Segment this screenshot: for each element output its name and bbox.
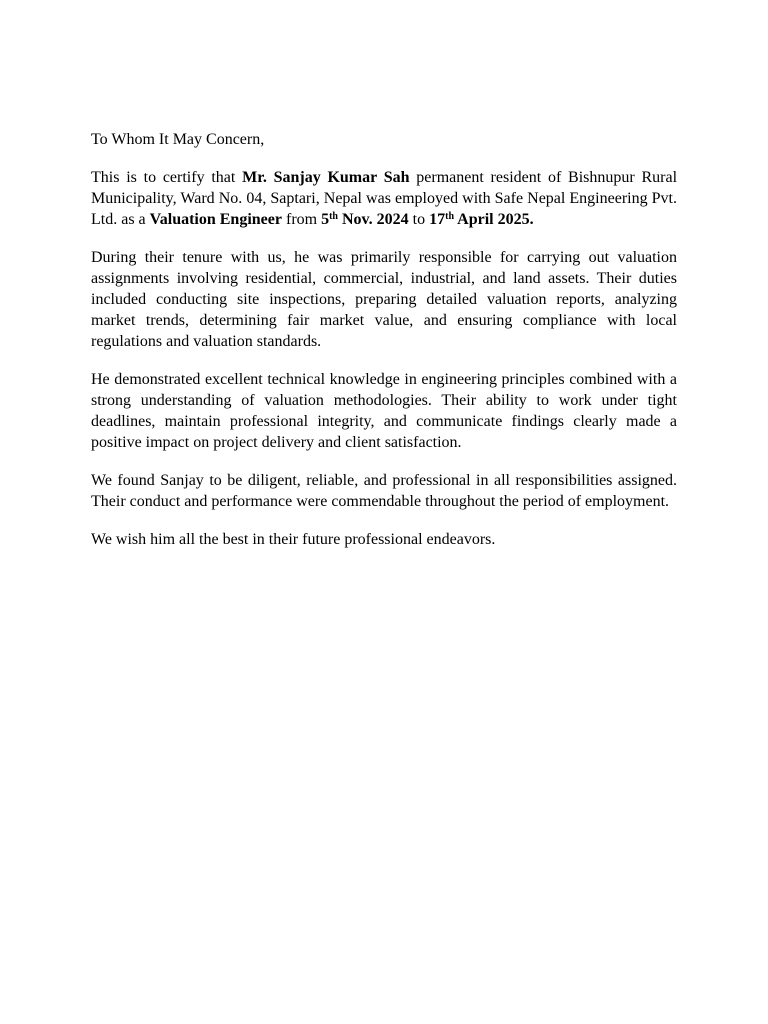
start-day: 5 [321, 211, 330, 228]
start-day-suffix: th [329, 211, 338, 222]
address-text: permanent resident of Bishnupur Rural Municipality, Ward No. 04, Saptari, Nepal was employed with Safe Nepal Engineering Pvt. Ltd. as a [91, 169, 678, 228]
skills-paragraph: He demonstrated excellent technical knowledge in engineering principles combined with a strong understanding of valuation methodologies. Their ability to work under tight deadlines, maintain professional integrity, and communicate findings clearly made a positive impact on project delivery and client satisfaction. [91, 371, 677, 451]
from-word: from [281, 211, 322, 228]
start-month-year: Nov. 2024 [338, 211, 409, 228]
certification-paragraph [91, 167, 677, 230]
conduct-paragraph: We found Sanjay to be diligent, reliable, and professional in all responsibilities assigned. Their conduct and performance were commendable throughout the period of employment. [91, 472, 677, 510]
start-date [321, 211, 409, 228]
end-day: 17 [429, 211, 446, 228]
end-date [429, 211, 533, 228]
employee-name: Mr. Sanjay Kumar Sah [242, 169, 410, 186]
closing-paragraph: We wish him all the best in their future professional endeavors. [91, 531, 496, 548]
end-month-year: April 2025. [454, 211, 534, 228]
intro-text: This is to certify that [91, 169, 243, 186]
salutation: To Whom It May Concern, [91, 131, 265, 148]
end-day-suffix: th [445, 211, 455, 222]
responsibilities-paragraph: During their tenure with us, he was primarily responsible for carrying out valuation assignments involving residential, commercial, industrial, and land assets. Their duties included conducting site inspections, preparing detailed valuation reports, analyzing market trends, determining fair market value, and ensuring compliance with local regulations and valuation standards. [91, 249, 677, 350]
position-title: Valuation Engineer [149, 211, 282, 228]
to-word: to [408, 211, 430, 228]
letter-body [91, 129, 677, 567]
